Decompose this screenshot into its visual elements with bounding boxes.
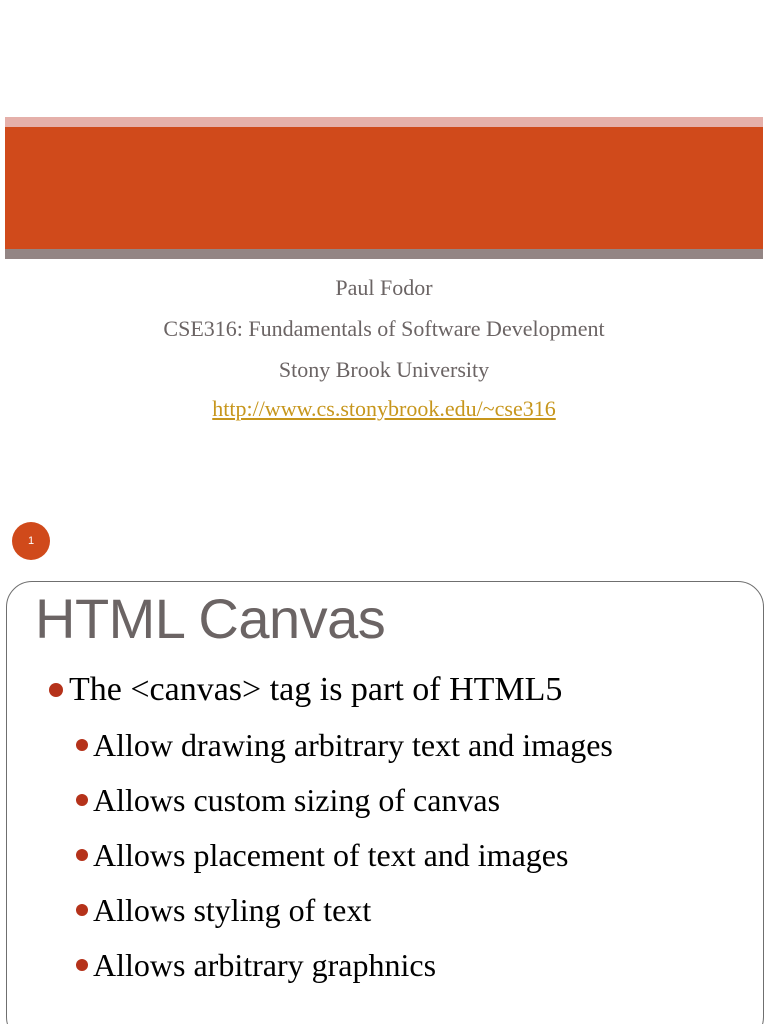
bullet-text: Allows placement of text and images <box>93 837 569 873</box>
header-band <box>5 127 763 249</box>
bullet-text: Allows custom sizing of canvas <box>93 782 501 818</box>
bullet-dot-icon <box>49 683 63 697</box>
university-name: Stony Brook University <box>278 357 490 382</box>
course-link[interactable]: http://www.cs.stonybrook.edu/~cse316 <box>212 396 556 421</box>
author-name: Paul Fodor <box>335 275 433 300</box>
sub-bullet-item <box>93 886 768 941</box>
sub-bullet-item <box>93 941 768 996</box>
bullet-dot-icon <box>76 739 88 751</box>
slide-title: HTML Canvas <box>35 587 386 650</box>
sub-bullet-item <box>93 776 768 831</box>
bullet-dot-icon <box>76 959 88 971</box>
course-link-row <box>0 396 768 422</box>
bullet-dot-icon <box>76 794 88 806</box>
bullet-text: The <canvas> tag is part of HTML5 <box>69 671 563 708</box>
bullet-text: Allow drawing arbitrary text and images <box>93 727 613 763</box>
sub-bullet-item <box>93 721 768 776</box>
bullet-text: Allows styling of text <box>93 892 372 928</box>
course-title: CSE316: Fundamentals of Software Development <box>163 316 605 341</box>
header-band-top <box>5 117 763 127</box>
bullet-dot-icon <box>76 904 88 916</box>
header-band-bottom <box>5 249 763 259</box>
bullet-item <box>69 666 768 721</box>
page-number-badge: 1 <box>12 522 50 560</box>
content-slide <box>6 581 764 1024</box>
bullet-list <box>7 666 763 996</box>
bullet-text: Allows arbitrary graphnics <box>93 947 437 983</box>
bullet-dot-icon <box>76 849 88 861</box>
sub-bullet-item <box>93 831 768 886</box>
